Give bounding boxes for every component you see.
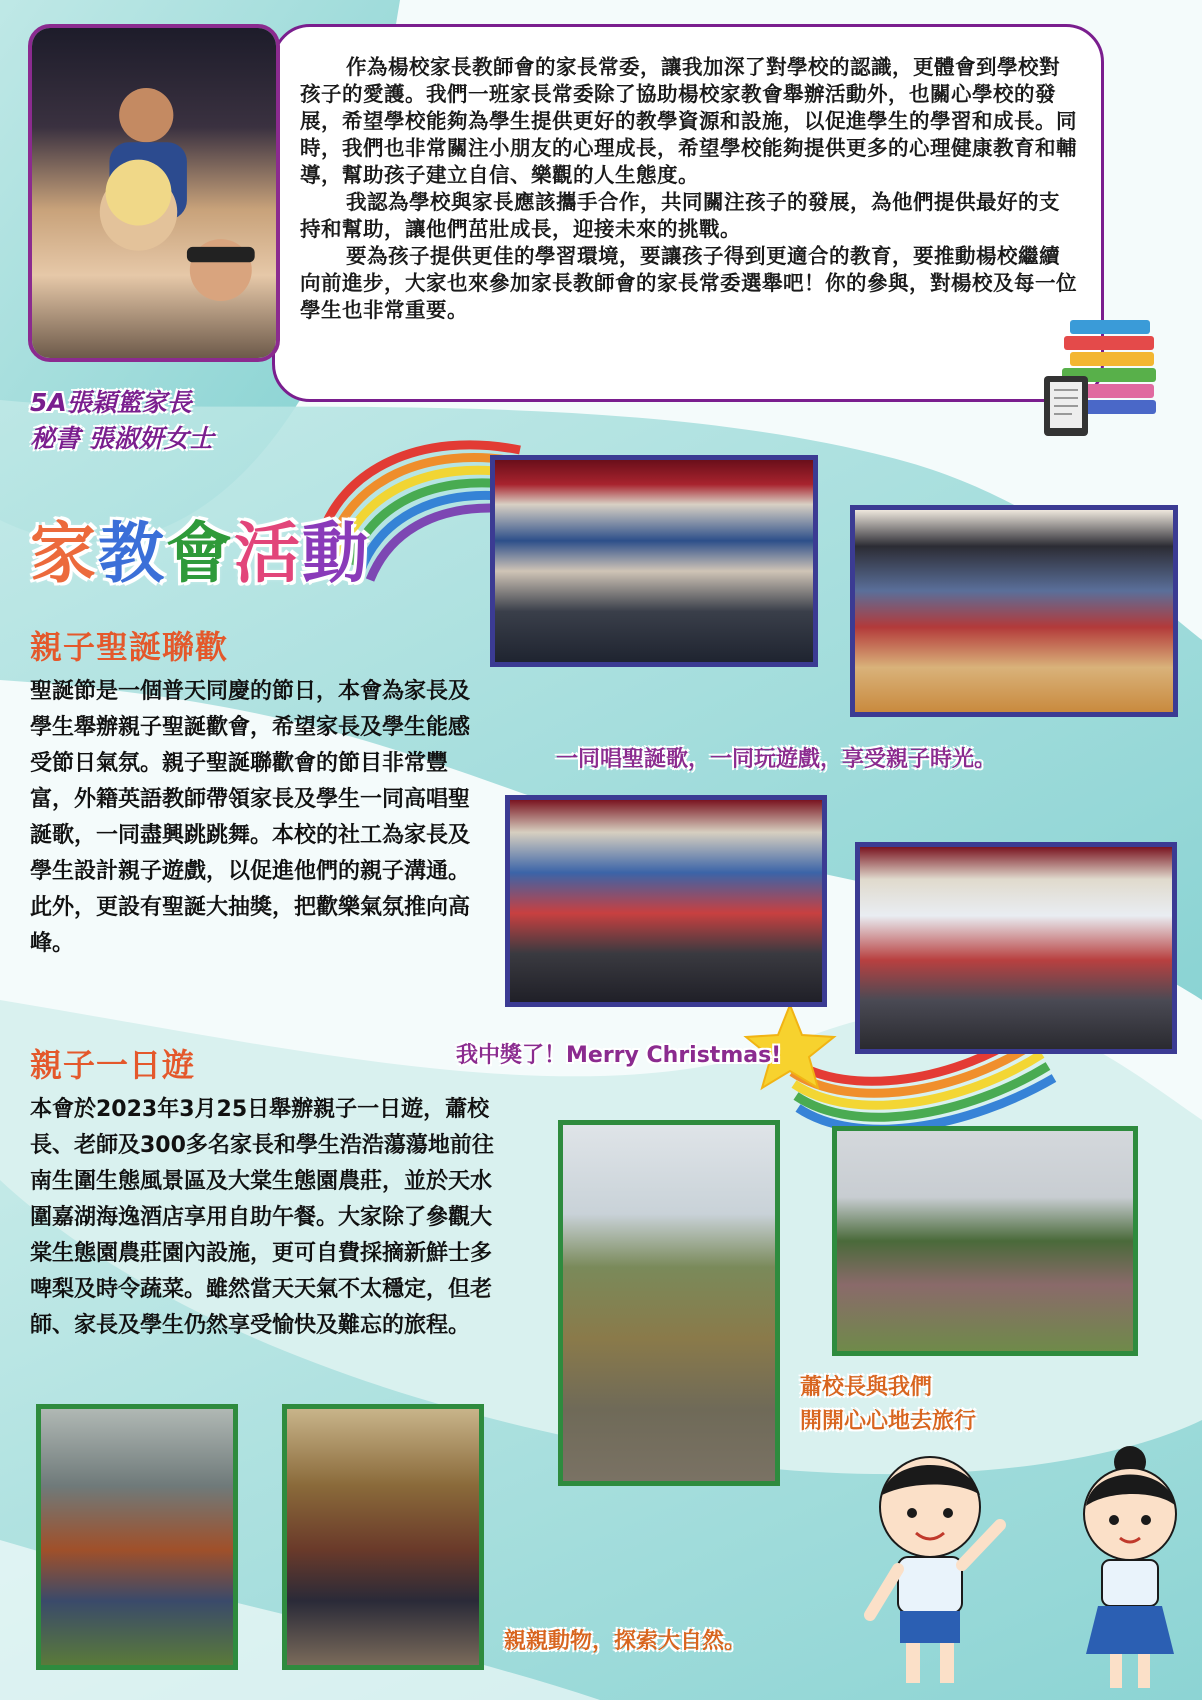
section-title xyxy=(30,500,370,595)
christmas-stage-photo-1 xyxy=(490,455,818,667)
books-icon xyxy=(1040,312,1180,444)
trip-caption-line2: 開開心心地去旅行 xyxy=(800,1409,977,1434)
cartoon-boy-icon xyxy=(850,1445,1010,1695)
title-char: 活 xyxy=(234,515,302,592)
title-char: 會 xyxy=(166,515,234,592)
lucky-draw-caption: 我中獎了！Merry Christmas! xyxy=(456,1043,782,1068)
author-line-class: 5A張穎籃家長 xyxy=(30,388,192,417)
trip-group-photo xyxy=(832,1126,1138,1356)
quote-paragraph: 要為孩子提供更佳的學習環境，要讓孩子得到更適合的教育，要推動楊校繼續向前進步，大家也來參加家長教師會的家長常委選舉吧！你的參與，對楊校及每一位學生也非常重要。 xyxy=(300,244,1077,322)
christmas-body: 聖誕節是一個普天同慶的節日，本會為家長及學生舉辦親子聖誕歡會，希望家長及學生能感受節日氣氛。親子聖誕聯歡會的節目非常豐富，外籍英語教師帶領家長及學生一同高唱聖誕歌，一同盡興跳跳舞。本校的社工為家長及學生設計親子遊戲，以促進他們的親子溝通。此外，更設有聖誕大抽獎，把歡樂氣氛推向高峰。 xyxy=(30,679,471,956)
title-char: 動 xyxy=(302,515,370,592)
cartoon-girl-icon xyxy=(1068,1440,1198,1696)
quote-text xyxy=(300,54,1080,324)
christmas-lucky-draw-photo-1 xyxy=(505,795,827,1007)
trip-farm-photo-2 xyxy=(282,1404,484,1670)
christmas-stage-photo-2 xyxy=(850,505,1178,717)
animal-caption: 親親動物，探索大自然。 xyxy=(504,1629,747,1654)
title-char: 家 xyxy=(30,515,98,592)
author-label xyxy=(30,385,214,457)
trip-farm-photo-1 xyxy=(36,1404,238,1670)
trip-caption-line1: 蕭校長與我們 xyxy=(800,1375,933,1400)
christmas-heading: 親子聖誕聯歡 xyxy=(30,628,229,666)
quote-paragraph: 作為楊校家長教師會的家長常委，讓我加深了對學校的認識，更體會到學校對孩子的愛護。我們一班家長常委除了協助楊校家教會舉辦活動外，也關心學校的發展，希望學校能夠為學生提供更好的教學資源和設施，以促進學生的學習和成長。同時，我們也非常關注小朋友的心理成長，希望學校能夠提供更多的心理健康教育和輔導，幫助孩子建立自信、樂觀的人生態度。 xyxy=(300,55,1077,187)
trip-principal-kids-photo xyxy=(558,1120,780,1486)
parent-portrait-photo xyxy=(28,24,280,362)
family-selfie-illustration xyxy=(32,28,276,355)
title-char: 教 xyxy=(98,515,166,592)
author-line-title: 秘書 張淑妍女士 xyxy=(30,424,214,453)
christmas-caption: 一同唱聖誕歌，一同玩遊戲，享受親子時光。 xyxy=(556,747,997,772)
trip-body: 本會於2023年3月25日舉辦親子一日遊，蕭校長、老師及300多名家長和學生浩浩蕩蕩地前往南生圍生態風景區及大棠生態園農莊，並於天水圍嘉湖海逸酒店享用自助午餐。大家除了參觀大棠生態園農莊園內設施，更可自費採摘新鮮士多啤梨及時令蔬菜。雖然當天天氣不太穩定，但老師、家長及學生仍然享受愉快及難忘的旅程。 xyxy=(30,1097,494,1338)
quote-paragraph: 我認為學校與家長應該攜手合作，共同關注孩子的發展，為他們提供最好的支持和幫助，讓他們茁壯成長，迎接未來的挑戰。 xyxy=(300,190,1060,241)
trip-heading: 親子一日遊 xyxy=(30,1046,196,1084)
christmas-lucky-draw-photo-2 xyxy=(855,842,1177,1054)
